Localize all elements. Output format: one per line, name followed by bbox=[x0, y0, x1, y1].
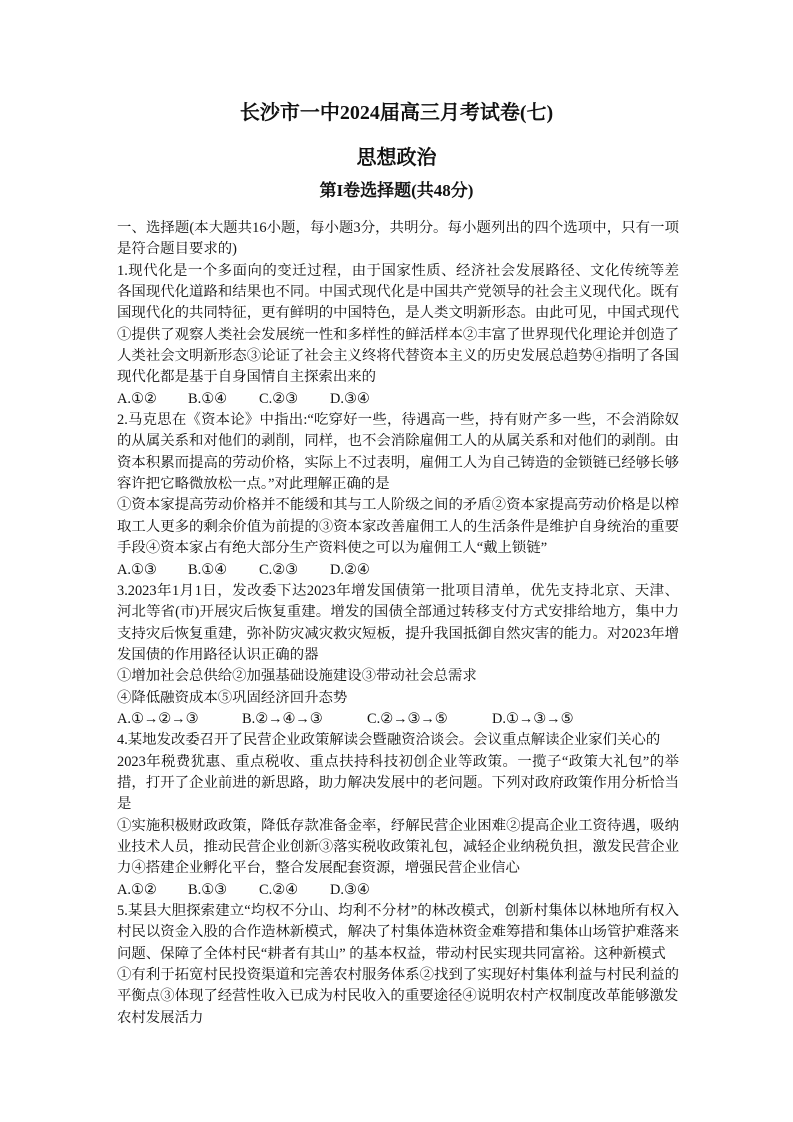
text-line: 1.现代化是一个多面向的变迁过程，由于国家性质、经济社会发展路径、文化传统等差 bbox=[117, 262, 679, 279]
text-line: 手段④资本家占有绝大部分生产资料使之可以为雇佣工人“戴上锁链” bbox=[117, 540, 548, 557]
answer-option: C.②③ bbox=[259, 390, 298, 407]
text-line: 各国现代化道路和结果也不同。中国式现代化是中国共产党领导的社会主义现代化。既有 bbox=[117, 284, 679, 301]
text-line: ①资本家提高劳动价格并不能缓和其与工人阶级之间的矛盾②资本家提高劳动价格是以榨 bbox=[117, 497, 679, 514]
answer-option: B.①④ bbox=[188, 561, 227, 578]
answer-option: D.③④ bbox=[330, 390, 370, 407]
text-line: ④降低融资成本⑤巩固经济回升态势 bbox=[117, 689, 348, 706]
text-line: 一、选择题(本大题共16小题，每小题3分，共明分。每小题列出的四个选项中，只有一项 bbox=[117, 220, 679, 236]
text-line: 平衡点③体现了经营性收入已成为村民收入的重要途径④说明农村产权制度改革能够激发 bbox=[117, 988, 679, 1005]
answer-option: C.②③ bbox=[259, 561, 298, 578]
text-line: 3.2023年1月1日，发改委下达2023年增发国债第一批项目清单，优先支持北京、天津、 bbox=[117, 582, 679, 599]
text-line: 河北等省(市)开展灾后恢复重建。增发的国债全部通过转移支付方式安排给地方，集中力 bbox=[117, 604, 679, 621]
answer-option: A.①② bbox=[117, 881, 157, 898]
exam-title: 长沙市一中2024届高三月考试卷(七) bbox=[239, 102, 554, 124]
answer-option: A.①③ bbox=[117, 561, 157, 578]
answer-option: D.①→③→⑤ bbox=[492, 710, 574, 727]
text-line: 村民以资金入股的合作造林新模式，解决了村集体造林资金难筹措和集体山场管护难落来 bbox=[117, 924, 679, 941]
answer-options bbox=[117, 880, 679, 901]
question-body bbox=[117, 218, 679, 1029]
text-line: 是符合题目要求的) bbox=[117, 241, 237, 258]
text-line: ①实施积极财政政策，降低存款准备金率，纾解民营企业困难②提高企业工资待遇，吸纳 bbox=[117, 817, 679, 834]
answer-option: C.②→③→⑤ bbox=[367, 710, 448, 727]
text-line: 是 bbox=[117, 796, 132, 813]
section-title: 第I卷选择题(共48分) bbox=[319, 181, 474, 200]
answer-option: A.①② bbox=[117, 390, 157, 407]
text-line: ①增加社会总供给②加强基础设施建设③带动社会总需求 bbox=[117, 668, 477, 685]
answer-option: D.③④ bbox=[330, 881, 370, 898]
text-line: 容许把它略微放松一点。”对此理解正确的是 bbox=[117, 476, 390, 493]
answer-option: B.①③ bbox=[188, 881, 227, 898]
answer-options bbox=[117, 389, 679, 410]
text-line: 支持灾后恢复重建，弥补防灾减灾救灾短板，提升我国抵御自然灾害的能力。对2023年增 bbox=[117, 625, 679, 642]
text-line: 4.某地发改委召开了民营企业政策解读会暨融资洽谈会。会议重点解读企业家们关心的 bbox=[117, 732, 661, 749]
text-line: 力④搭建企业孵化平台，整合发展配套资源，增强民营企业信心 bbox=[117, 860, 520, 877]
text-line: ①提供了观察人类社会发展统一性和多样性的鲜活样本②丰富了世界现代化理论并创造了 bbox=[117, 326, 679, 343]
text-line: 现代化都是基于自身国情自主探索出来的 bbox=[117, 369, 377, 386]
text-line: 问题、保障了全体村民“耕者有其山” 的基本权益，带动村民实现共同富裕。这种新模式 bbox=[117, 945, 666, 962]
answer-option: B.①④ bbox=[188, 390, 227, 407]
text-line: 2023年税费犹惠、重点税收、重点扶持科技初创企业等政策。一揽子“政策大礼包”的举 bbox=[117, 753, 679, 770]
answer-option: C.②④ bbox=[259, 881, 298, 898]
text-line: 业技术人员，推动民营企业创新③落实税收政策礼包，减轻企业纳税负担，激发民营企业 bbox=[117, 838, 679, 855]
text-line: 措，打开了企业前进的新思路，助力解决发展中的老问题。下列对政府政策作用分析恰当 bbox=[117, 774, 679, 791]
text-line: 资本积累而提高的劳动价格，实际上不过表明，雇佣工人为自己铸造的金锁链已经够长够 bbox=[117, 454, 679, 471]
text-line: 发国债的作用路径认识正确的器 bbox=[117, 646, 319, 663]
text-line: 农村发展活力 bbox=[117, 1009, 204, 1026]
text-line: 5.某县大胆探索建立“均权不分山、均利不分材”的林改模式，创新村集体以林地所有权入 bbox=[117, 903, 679, 919]
answer-options bbox=[117, 560, 679, 581]
answer-options bbox=[117, 709, 679, 730]
answer-option: B.②→④→③ bbox=[242, 710, 323, 727]
answer-option: A.①→②→③ bbox=[117, 710, 199, 727]
text-line: ①有利于拓宽村民投资渠道和完善农村服务体系②找到了实现好村集体利益与村民利益的 bbox=[117, 967, 679, 984]
answer-option: D.②④ bbox=[330, 561, 370, 578]
text-line: 人类社会文明新形态③论证了社会主义终将代替资本主义的历史发展总趋势④指明了各国 bbox=[117, 348, 679, 365]
text-line: 的从属关系和对他们的剥削，同样，也不会消除雇佣工人的从属关系和对他们的剥削。由 bbox=[117, 433, 679, 450]
text-line: 取工人更多的剩余价值为前提的③资本家改善雇佣工人的生活条件是维护自身统治的重要 bbox=[117, 518, 679, 535]
text-line: 国现代化的共同特征，更有鲜明的中国特色，是人类文明新形态。由此可见，中国式现代 bbox=[117, 305, 679, 322]
text-line: 2.马克思在《资本论》中指出:“吃穿好一些，待遇高一些，持有财产多一些，不会消除奴 bbox=[117, 412, 679, 429]
subject-title: 思想政治 bbox=[356, 147, 437, 169]
